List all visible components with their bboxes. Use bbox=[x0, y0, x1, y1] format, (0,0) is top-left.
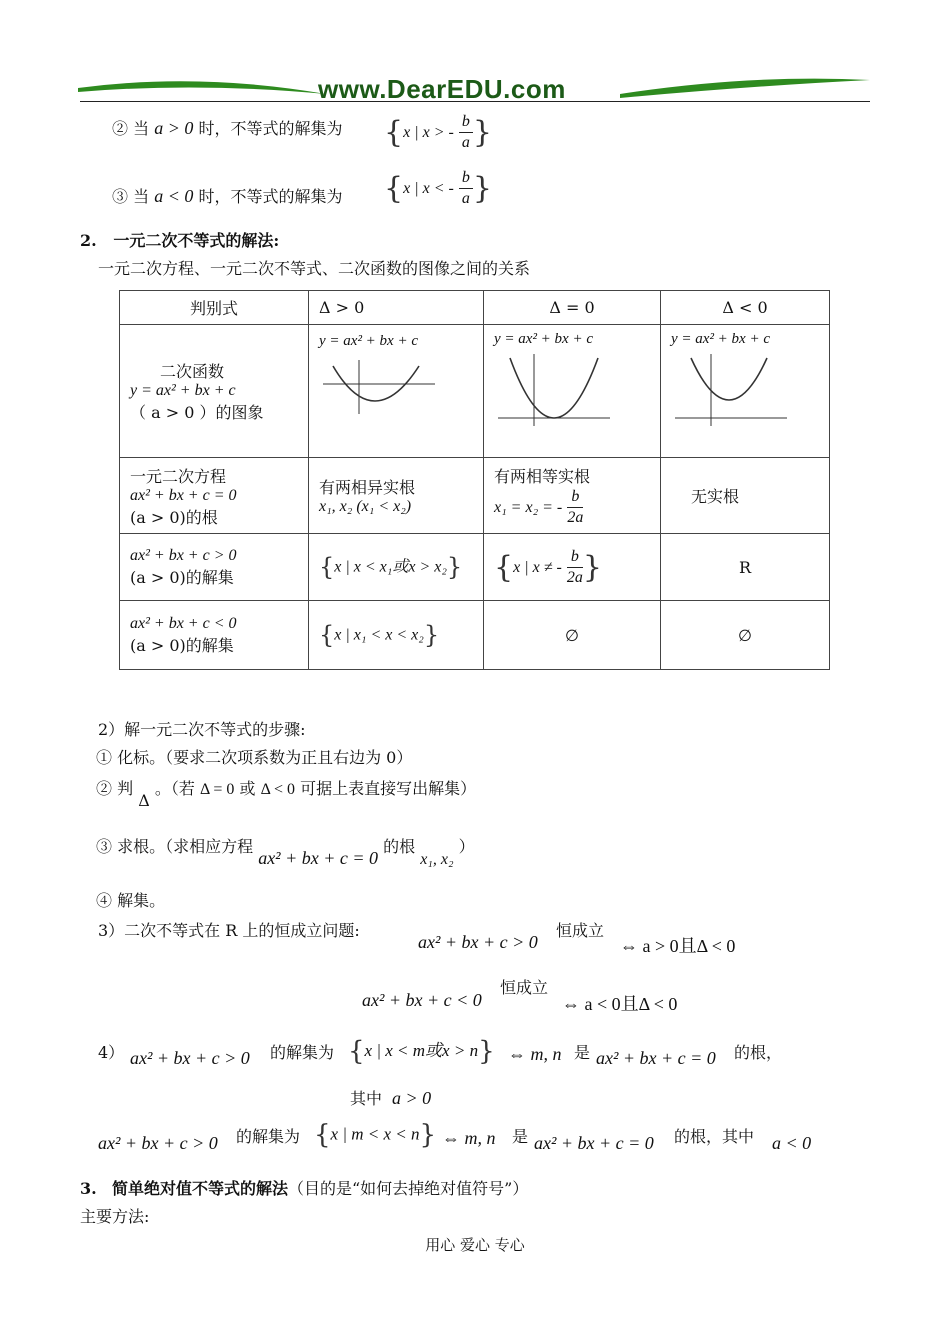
steps-title: 2）解一元二次不等式的步骤: bbox=[98, 720, 306, 739]
line-2-marker: ② 当 bbox=[112, 119, 150, 138]
site-logo: www.DearEDU.com bbox=[318, 74, 566, 104]
p3-eq1: ax² + bx + c > 0 bbox=[418, 932, 538, 952]
row4-label-line2: (a > 0)的解集 bbox=[130, 635, 234, 655]
parabola-two-roots bbox=[319, 356, 439, 416]
p4-iff1: ⇔ m, n bbox=[508, 1044, 562, 1064]
line-3-frac-num: b bbox=[459, 168, 473, 189]
row3-c2-num: b bbox=[567, 547, 583, 568]
row2-label-line3: (a > 0)的根 bbox=[130, 507, 218, 527]
parabola-no-root bbox=[671, 352, 791, 428]
section-2-heading bbox=[80, 228, 279, 251]
line-2 bbox=[112, 116, 342, 139]
step-2-delta: Δ bbox=[138, 791, 150, 810]
section-3-note: （目的是“如何去掉绝对值符号”） bbox=[287, 1179, 529, 1198]
row2-c1-line1: 有两相异实根 bbox=[319, 478, 416, 497]
header-swoosh-left bbox=[78, 72, 328, 104]
step-2-d: 或 bbox=[239, 779, 256, 798]
line-2-frac-den: a bbox=[461, 134, 470, 151]
row2-c2-title: 有两相等实根 bbox=[494, 466, 591, 486]
row2-label bbox=[120, 458, 309, 534]
row3-c2-den: 2a bbox=[566, 568, 583, 586]
p4-t2: 的根， bbox=[734, 1043, 783, 1062]
p4-where1: 其中 bbox=[350, 1089, 383, 1108]
th-delta-pos: Δ > 0 bbox=[309, 291, 484, 325]
line-2-text: 时，不等式的解集为 bbox=[198, 119, 343, 138]
p4-where-cond1: a > 0 bbox=[392, 1088, 432, 1108]
row1-graph-pos bbox=[309, 325, 484, 458]
p4-label: 4） bbox=[98, 1043, 125, 1062]
row2-c2-den: 2a bbox=[567, 508, 584, 526]
line-3-cond: a < 0 bbox=[154, 186, 194, 206]
row2-c2 bbox=[484, 458, 661, 534]
header-swoosh-right bbox=[620, 72, 872, 104]
section-2-subtitle: 一元二次方程、一元二次不等式、二次函数的图像之间的关系 bbox=[98, 259, 531, 278]
p4-set1: {x | x < m或x > n} bbox=[348, 1036, 495, 1067]
row4-c2: ∅ bbox=[484, 601, 661, 670]
step-2 bbox=[96, 776, 477, 810]
line-3-frac-den: a bbox=[461, 190, 470, 207]
line-3-marker: ③ 当 bbox=[112, 187, 150, 206]
relation-table bbox=[119, 290, 830, 670]
row1-label bbox=[120, 325, 309, 458]
row2-c1 bbox=[309, 458, 484, 534]
th-delta-zero: Δ = 0 bbox=[484, 291, 661, 325]
p3-eq2: ax² + bx + c < 0 bbox=[362, 990, 482, 1010]
line-3-text: 时，不等式的解集为 bbox=[198, 187, 343, 206]
p4-t1: 的解集为 bbox=[270, 1043, 335, 1062]
section-2-num: 2. bbox=[80, 231, 97, 250]
p4-is1: 是 bbox=[574, 1043, 591, 1062]
section-3-title: 简单绝对值不等式的解法 bbox=[111, 1179, 288, 1198]
p3-always2: 恒成立 bbox=[500, 978, 549, 997]
th-delta-neg: Δ < 0 bbox=[661, 291, 830, 325]
step-3 bbox=[96, 834, 475, 868]
p4-eq1: ax² + bx + c > 0 bbox=[130, 1048, 250, 1068]
row2-c2-num: b bbox=[567, 487, 583, 508]
parabola-one-root bbox=[494, 352, 614, 428]
row2-c3: 无实根 bbox=[661, 458, 830, 534]
line-3 bbox=[112, 184, 342, 207]
section-3-heading bbox=[80, 1176, 528, 1199]
row1-func-zero: y = ax² + bx + c bbox=[494, 331, 593, 347]
step-2-a: ② 判 bbox=[96, 779, 134, 798]
p3-always1: 恒成立 bbox=[556, 921, 605, 940]
step-3-b: 的根 bbox=[383, 837, 416, 856]
row3-c2: {x | x ≠ - $\frac{b}{2a}$ } bbox=[484, 534, 661, 601]
row4-c3: ∅ bbox=[661, 601, 830, 670]
row3-label-line2: (a > 0)的解集 bbox=[130, 567, 234, 587]
step-4: ④ 解集。 bbox=[96, 891, 166, 910]
row3-c1-set: x | x < x₁或x > x₂ bbox=[334, 558, 447, 576]
p3-cond1: ⇔ a > 0且Δ < 0 bbox=[620, 936, 736, 956]
step-1: ① 化标。（要求二次项系数为正且右边为 0） bbox=[96, 748, 413, 767]
section-2-title: 一元二次不等式的解法: bbox=[113, 231, 280, 250]
header-rule bbox=[80, 101, 870, 102]
p3-title: 3）二次不等式在 R 上的恒成立问题: bbox=[98, 921, 360, 940]
p4-set2: {x | m < x < n} bbox=[314, 1120, 437, 1150]
line-3-set-left: x | x < - bbox=[403, 180, 454, 197]
line-2-cond: a > 0 bbox=[154, 118, 194, 138]
step-3-c: ） bbox=[458, 837, 475, 856]
row3-label bbox=[120, 534, 309, 601]
row3-label-line1: ax² + bx + c > 0 bbox=[130, 546, 237, 564]
page-footer: 用心 爱心 专心 bbox=[425, 1236, 525, 1254]
line-2-set: {x | x > - $\frac{b}{a}$ } bbox=[384, 113, 493, 151]
row2-label-line1: 一元二次方程 bbox=[130, 466, 227, 486]
p4-set1-text: x | x < m或x > n bbox=[364, 1041, 479, 1060]
step-2-b: 。（若 bbox=[154, 779, 195, 798]
p4-eq2: ax² + bx + c > 0 bbox=[98, 1133, 218, 1153]
row2-label-line2: ax² + bx + c = 0 bbox=[130, 486, 237, 504]
p4-t3: 的根，其中 bbox=[674, 1127, 755, 1146]
section-3-methods: 主要方法: bbox=[80, 1207, 150, 1226]
step-2-e: Δ < 0 bbox=[260, 781, 296, 798]
row4-c1: {x | x₁ < x < x₂} bbox=[309, 601, 484, 670]
row4-label-line1: ax² + bx + c < 0 bbox=[130, 614, 237, 632]
row3-c3: R bbox=[661, 534, 830, 601]
p4-where-cond2: a < 0 bbox=[772, 1133, 812, 1153]
p4-eq-root2: ax² + bx + c = 0 bbox=[534, 1133, 654, 1153]
row3-c2-set: x | x ≠ - bbox=[513, 558, 562, 576]
step-3-a: ③ 求根。（求相应方程 bbox=[96, 837, 254, 856]
row4-label bbox=[120, 601, 309, 670]
step-2-f: 可据上表直接写出解集） bbox=[300, 779, 477, 798]
row2-c1-line2: x₁, x₂ (x₁ < x₂) bbox=[319, 498, 412, 515]
row1-label-line2: y = ax² + bx + c bbox=[130, 382, 236, 399]
p4-t1b: 的解集为 bbox=[236, 1127, 301, 1146]
p4-set2-text: x | m < x < n bbox=[330, 1124, 420, 1144]
row1-graph-zero bbox=[484, 325, 661, 458]
line-2-set-left: x | x > - bbox=[403, 124, 454, 141]
row1-label-line3: （ a > 0 ）的图象 bbox=[130, 403, 264, 422]
p4-is2: 是 bbox=[512, 1127, 529, 1146]
row1-func-pos: y = ax² + bx + c bbox=[319, 333, 418, 349]
row4-c1-set: x | x₁ < x < x₂ bbox=[334, 626, 424, 644]
row1-label-line1: 二次函数 bbox=[160, 362, 225, 381]
p4-eq-root1: ax² + bx + c = 0 bbox=[596, 1048, 716, 1068]
row1-graph-neg bbox=[661, 325, 830, 458]
section-3-num: 3. bbox=[80, 1179, 97, 1198]
row3-c1: {x | x < x₁或x > x₂} bbox=[309, 534, 484, 601]
p3-cond2: ⇔ a < 0且Δ < 0 bbox=[562, 994, 678, 1014]
row1-func-neg: y = ax² + bx + c bbox=[671, 331, 770, 347]
line-2-frac-num: b bbox=[459, 112, 473, 133]
row2-c2-eq: x₁ = x₂ = - bbox=[494, 498, 563, 516]
th-discriminant: 判别式 bbox=[120, 291, 309, 325]
step-3-eq: ax² + bx + c = 0 bbox=[258, 848, 378, 868]
step-3-roots: x₁, x₂ bbox=[420, 851, 454, 868]
step-2-c: Δ = 0 bbox=[199, 781, 235, 798]
p4-iff2: ⇔ m, n bbox=[442, 1128, 496, 1148]
line-3-set: {x | x < - $\frac{b}{a}$ } bbox=[384, 169, 493, 207]
